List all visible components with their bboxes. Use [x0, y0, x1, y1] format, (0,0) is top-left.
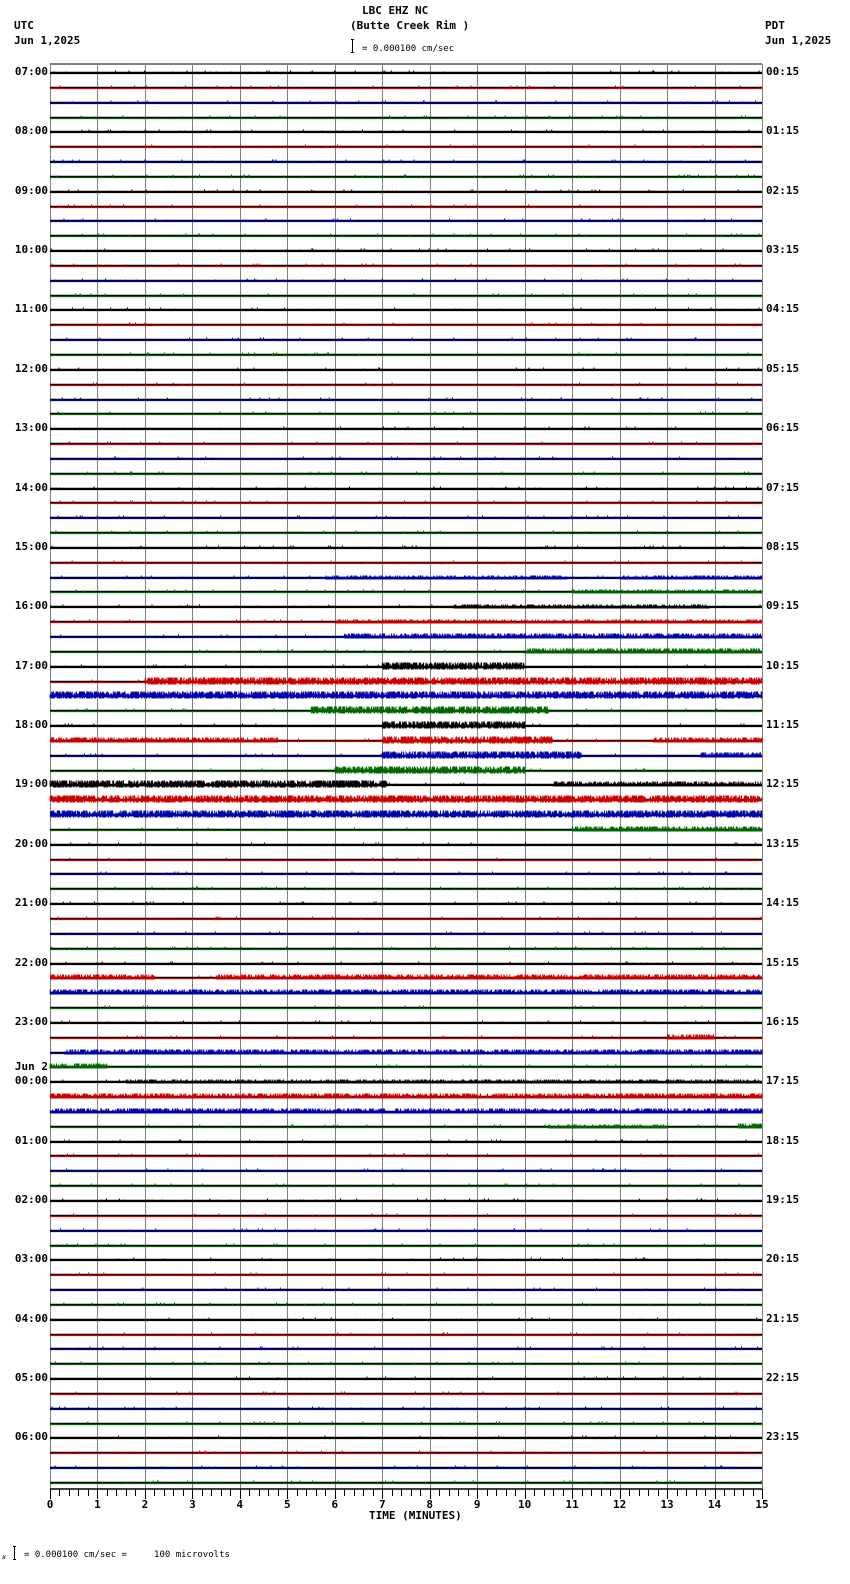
trace-noise: [92, 678, 761, 685]
left-date: Jun 1,2025: [14, 34, 81, 47]
station-location: (Butte Creek Rim ): [350, 19, 470, 32]
x-tick-label: 5: [284, 1498, 291, 1511]
pdt-hour-label: 09:15: [766, 599, 800, 613]
pdt-hour-label: 04:15: [766, 302, 800, 316]
utc-hour-label: 04:00: [14, 1311, 48, 1325]
pdt-hour-label: 03:15: [766, 243, 800, 257]
utc-hour-label: 22:00: [14, 955, 48, 969]
x-tick-label: 6: [331, 1498, 339, 1511]
right-date: Jun 1,2025: [765, 34, 832, 47]
x-tick-label: 15: [755, 1498, 769, 1511]
utc-hour-label: 02:00: [14, 1193, 48, 1206]
utc-hour-label: 14:00: [14, 480, 48, 494]
footer-marker: 𝓍: [2, 1552, 7, 1562]
x-axis-title: TIME (MINUTES): [369, 1509, 462, 1522]
pdt-hour-label: 18:15: [766, 1133, 800, 1147]
utc-hour-label: 20:00: [14, 836, 48, 850]
pdt-hour-label: 14:15: [766, 896, 800, 910]
pdt-hour-label: 10:15: [766, 658, 800, 672]
utc-hour-label: 05:00: [14, 1371, 48, 1385]
utc-hour-label: 08:00: [14, 124, 48, 138]
station-title: LBC EHZ NC: [362, 4, 429, 17]
pdt-hour-label: 01:15: [766, 124, 800, 138]
x-tick-label: 2: [141, 1498, 149, 1511]
trace-noise: [50, 811, 762, 818]
pdt-hour-label: 13:15: [766, 836, 800, 850]
pdt-hour-label: 05:15: [766, 361, 800, 375]
utc-hour-label: 11:00: [14, 302, 48, 316]
pdt-hour-label: 21:15: [766, 1311, 800, 1325]
utc-hour-label: 15:00: [14, 539, 48, 553]
x-tick-label: 8: [426, 1498, 434, 1511]
x-tick-label: 1: [94, 1498, 101, 1511]
trace-noise: [50, 1094, 762, 1099]
scale-label: = 0.000100 cm/sec: [362, 44, 455, 54]
x-tick-label: 12: [612, 1498, 627, 1511]
x-tick-label: 11: [565, 1498, 579, 1511]
pdt-hour-label: 11:15: [766, 718, 800, 732]
right-timezone: PDT: [765, 19, 785, 32]
trace-noise: [50, 692, 762, 699]
pdt-hour-label: 20:15: [766, 1252, 800, 1266]
x-tick-label: 14: [707, 1498, 722, 1511]
pdt-hour-label: 02:15: [766, 183, 800, 197]
pdt-hour-label: 23:15: [766, 1430, 800, 1444]
utc-hour-label: 19:00: [14, 777, 48, 791]
utc-hour-label: 16:00: [14, 599, 48, 613]
footer-scale-bar-icon: [13, 1546, 16, 1560]
x-tick-label: 3: [189, 1498, 196, 1511]
trace-noise: [50, 796, 762, 803]
pdt-hour-label: 06:15: [766, 421, 800, 435]
utc-hour-label: 13:00: [14, 421, 48, 435]
x-tick-label: 13: [660, 1498, 674, 1511]
pdt-hour-label: 08:15: [766, 539, 800, 553]
pdt-hour-label: 19:15: [766, 1193, 800, 1206]
utc-hour-label: 10:00: [14, 243, 48, 257]
footer-scale-note: = 0.000100 cm/sec = 100 microvolts: [24, 1550, 230, 1560]
pdt-hour-label: 12:15: [766, 777, 800, 791]
left-timezone: UTC: [14, 19, 34, 32]
date-change-label: Jun 2: [14, 1060, 48, 1074]
pdt-hour-label: 07:15: [766, 480, 800, 494]
x-tick-label: 9: [473, 1498, 481, 1511]
utc-hour-label: 21:00: [14, 896, 48, 910]
utc-hour-label: 06:00: [14, 1430, 48, 1444]
x-tick-label: 4: [236, 1498, 244, 1511]
utc-hour-label: 00:00: [14, 1074, 48, 1088]
utc-hour-label: 18:00: [14, 718, 48, 732]
x-tick-label: 10: [518, 1498, 532, 1511]
utc-hour-label: 09:00: [14, 183, 48, 197]
pdt-hour-label: 17:15: [766, 1074, 800, 1088]
pdt-hour-label: 15:15: [766, 955, 800, 969]
utc-hour-label: 12:00: [14, 361, 48, 375]
utc-hour-label: 23:00: [14, 1014, 48, 1028]
pdt-hour-label: 00:15: [766, 65, 800, 78]
x-tick-label: 7: [378, 1498, 386, 1511]
pdt-hour-label: 22:15: [766, 1371, 800, 1385]
x-tick-label: 0: [46, 1498, 54, 1511]
pdt-hour-label: 16:15: [766, 1014, 800, 1028]
utc-hour-label: 07:00: [14, 65, 48, 78]
utc-hour-label: 03:00: [14, 1252, 48, 1266]
utc-hour-label: 01:00: [14, 1133, 48, 1147]
utc-hour-label: 17:00: [14, 658, 48, 672]
